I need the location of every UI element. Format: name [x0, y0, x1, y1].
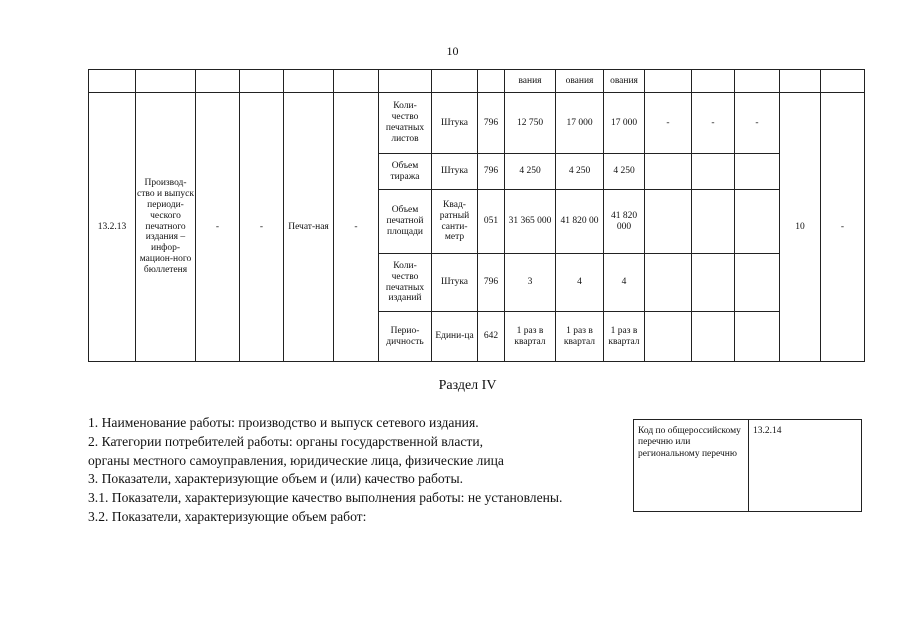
indicator-value: 4 250	[505, 154, 556, 190]
indicator-value: 4	[556, 254, 604, 312]
list-item: 3.1. Показатели, характеризующие качество выполнения работы: не установлены.	[88, 490, 563, 506]
indicator-value: 4	[604, 254, 645, 312]
indicator-name: Объем печатной площади	[379, 190, 432, 254]
header-cell	[478, 70, 505, 93]
indicator-extra	[645, 312, 692, 362]
indicator-extra	[692, 312, 735, 362]
indicator-unit: Штука	[432, 254, 478, 312]
indicator-extra: -	[692, 93, 735, 154]
indicator-okei: 051	[478, 190, 505, 254]
header-cell	[432, 70, 478, 93]
list-item: 3. Показатели, характеризующие объем и (или) качество работы.	[88, 471, 464, 487]
section-title: Раздел IV	[438, 378, 497, 393]
indicator-value: 1 раз в квартал	[505, 312, 556, 362]
cell-dash: -	[334, 93, 379, 362]
header-cell: ования	[604, 70, 645, 93]
list-item: 3.2. Показатели, характеризующие объем работ:	[88, 508, 367, 524]
header-cell	[136, 70, 196, 93]
indicator-value: 12 750	[505, 93, 556, 154]
code-box	[633, 419, 862, 512]
header-cell	[780, 70, 821, 93]
indicator-extra	[692, 154, 735, 190]
list-item: органы местного самоуправления, юридические лица, физические лица	[88, 452, 504, 468]
indicator-okei: 796	[478, 254, 505, 312]
indicator-extra	[735, 254, 780, 312]
work-name: Производ-ство и выпуск периоди-ческого печатного издания – инфор-мацион-ного бюллетеня	[136, 93, 196, 362]
header-cell: вания	[505, 70, 556, 93]
section-items	[88, 414, 628, 527]
table-row	[89, 93, 865, 154]
header-cell	[735, 70, 780, 93]
indicator-extra	[645, 190, 692, 254]
header-cell	[379, 70, 432, 93]
deviation-value: 10	[780, 93, 821, 362]
list-item: 2. Категории потребителей работы: органы государственной власти,	[88, 433, 484, 449]
header-cell	[89, 70, 136, 93]
indicator-name: Коли-чество печатных изданий	[379, 254, 432, 312]
indicator-okei: 642	[478, 312, 505, 362]
indicator-extra	[735, 312, 780, 362]
indicator-value: 17 000	[556, 93, 604, 154]
indicator-name: Перио-дичность	[379, 312, 432, 362]
header-cell	[645, 70, 692, 93]
indicator-extra: -	[735, 93, 780, 154]
indicator-value: 4 250	[604, 154, 645, 190]
header-cell	[284, 70, 334, 93]
work-code: 13.2.13	[89, 93, 136, 362]
indicator-extra	[692, 254, 735, 312]
indicator-extra	[735, 154, 780, 190]
header-cell	[196, 70, 240, 93]
header-cell	[334, 70, 379, 93]
indicator-value: 31 365 000	[505, 190, 556, 254]
cell-dash: -	[821, 93, 865, 362]
list-item: 1. Наименование работы: производство и выпуск сетевого издания.	[88, 415, 479, 430]
cell-dash: -	[240, 93, 284, 362]
header-cell: ования	[556, 70, 604, 93]
indicator-value: 41 820 000	[604, 190, 645, 254]
page-number: 10	[446, 44, 459, 58]
indicator-value: 4 250	[556, 154, 604, 190]
header-row	[89, 70, 865, 93]
indicator-okei: 796	[478, 154, 505, 190]
header-cell	[692, 70, 735, 93]
code-label: Код по общероссийскому перечню или региональному перечню	[634, 420, 749, 512]
cell-dash: -	[196, 93, 240, 362]
indicator-unit: Штука	[432, 154, 478, 190]
header-cell	[821, 70, 865, 93]
work-form: Печат-ная	[284, 93, 334, 362]
indicator-extra: -	[645, 93, 692, 154]
indicator-okei: 796	[478, 93, 505, 154]
indicator-unit: Штука	[432, 93, 478, 154]
indicator-value: 41 820 00	[556, 190, 604, 254]
indicator-value: 3	[505, 254, 556, 312]
indicator-value: 1 раз в квартал	[556, 312, 604, 362]
indicator-extra	[645, 254, 692, 312]
indicator-unit: Едини-ца	[432, 312, 478, 362]
indicator-unit: Квад-ратный санти-метр	[432, 190, 478, 254]
indicator-extra	[692, 190, 735, 254]
code-value: 13.2.14	[749, 420, 862, 512]
indicator-name: Коли-чество печатных листов	[379, 93, 432, 154]
indicator-name: Объем тиража	[379, 154, 432, 190]
indicator-extra	[735, 190, 780, 254]
header-cell	[240, 70, 284, 93]
indicators-table	[88, 69, 865, 362]
indicator-extra	[645, 154, 692, 190]
indicator-value: 1 раз в квартал	[604, 312, 645, 362]
indicator-value: 17 000	[604, 93, 645, 154]
